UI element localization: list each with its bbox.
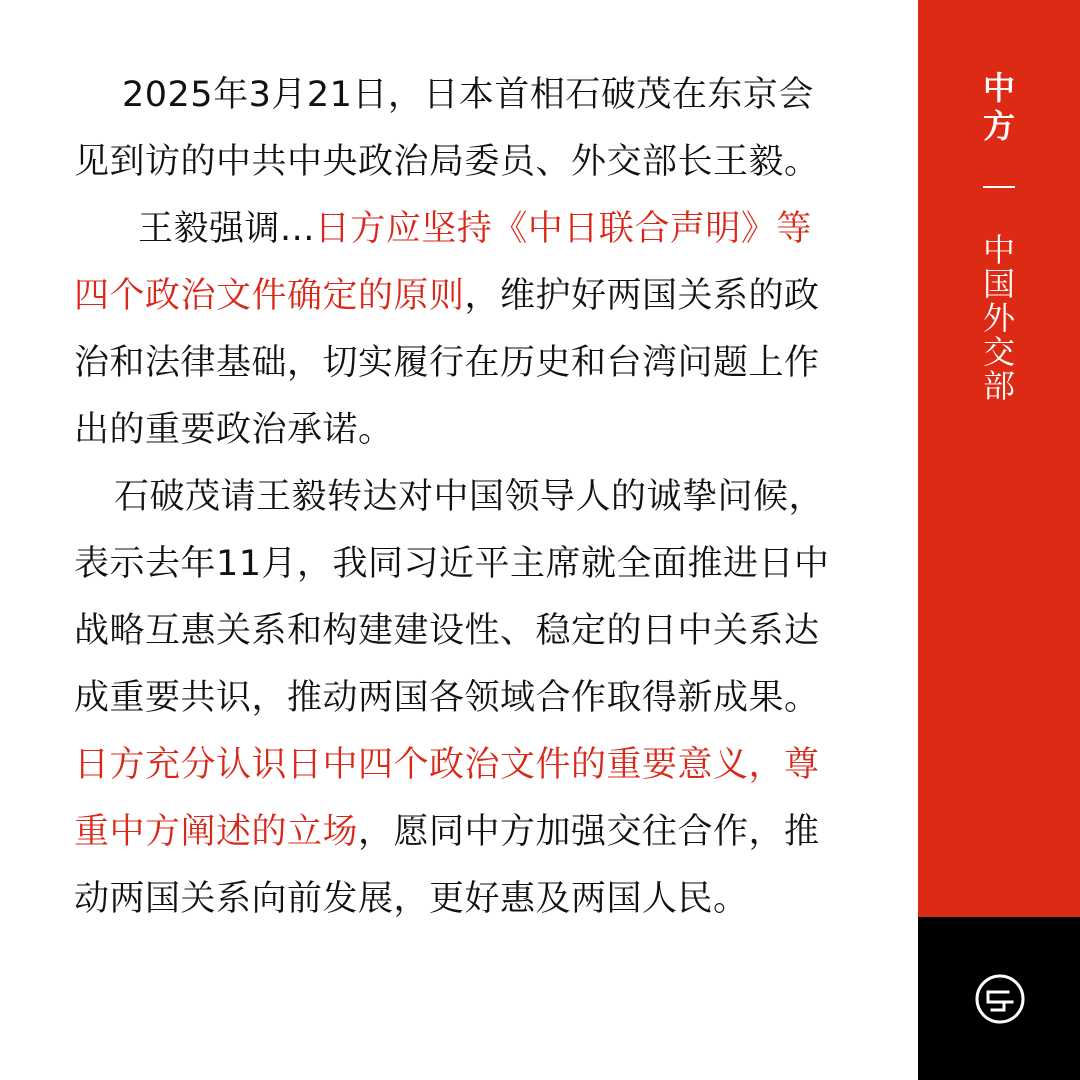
sidebar-divider xyxy=(983,186,1015,188)
sidebar-subtitle-char: 外 xyxy=(982,299,1015,337)
sidebar-title-char: 方 xyxy=(982,107,1015,145)
sidebar-red-panel xyxy=(918,0,1080,917)
paragraph-3-rest: ，愿同中方加强交往合作，推动两国关系向前发展，更好惠及两国人民。 xyxy=(74,812,820,919)
paragraph-1-text: 2025年3月21日，日本首相石破茂在东京会见到访的中共中央政治局委员、外交部长王毅。 xyxy=(74,75,820,182)
paragraph-3-lead: 石破茂请王毅转达对中国领导人的诚挚问候，表示去年11月，我同习近平主席就全面推进日中战略互惠关系和构建建设性、稳定的日中关系达成重要共识，推动两国各领域合作取得新成果。 xyxy=(74,477,830,718)
article-body xyxy=(74,62,844,933)
sidebar-title xyxy=(918,69,1080,148)
paragraph-1 xyxy=(74,62,844,196)
paragraph-2 xyxy=(74,196,844,464)
sidebar-subtitle-char: 中 xyxy=(982,231,1015,269)
sidebar-subtitle xyxy=(918,231,1080,405)
paragraph-2-lead: 王毅强调... xyxy=(138,209,315,249)
paragraph-3 xyxy=(74,464,844,933)
paragraph-2-rest: ，维护好两国关系的政治和法律基础，切实履行在历史和台湾问题上作出的重要政治承诺。 xyxy=(74,276,820,450)
sidebar-footer xyxy=(918,917,1080,1080)
sidebar-subtitle-char: 国 xyxy=(982,265,1015,303)
paragraph-2-highlight: 日方应坚持《中日联合声明》等四个政治文件确定的原则 xyxy=(74,209,812,316)
sidebar-title-char: 中 xyxy=(982,69,1015,107)
paragraph-3-highlight: 日方充分认识日中四个政治文件的重要意义，尊重中方阐述的立场 xyxy=(74,745,820,852)
sidebar-subtitle-char: 部 xyxy=(982,367,1015,405)
circle-seal-logo-icon xyxy=(974,973,1026,1025)
sidebar-subtitle-char: 交 xyxy=(982,333,1015,371)
